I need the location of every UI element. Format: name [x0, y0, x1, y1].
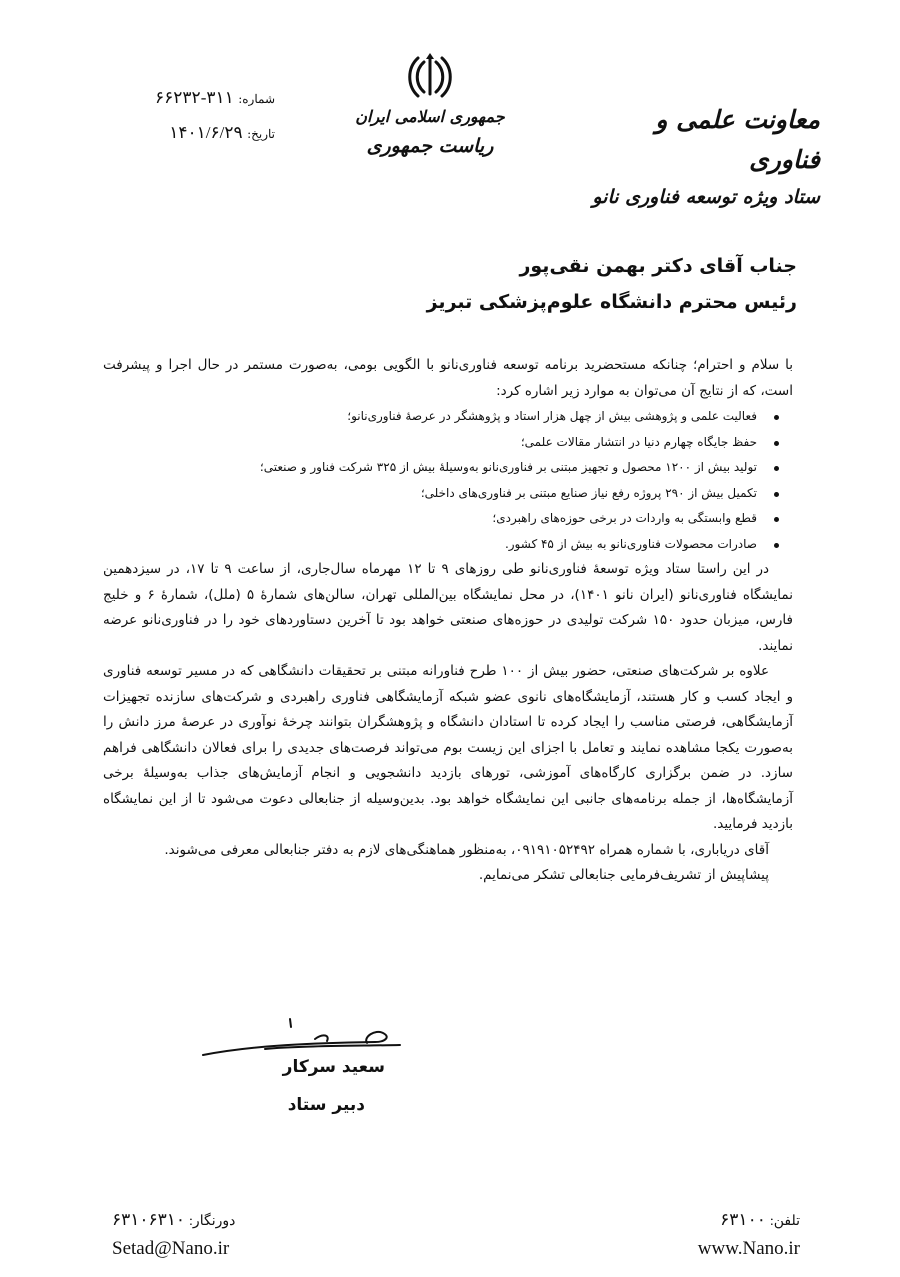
org-line-vice-presidency: معاونت علمی و فناوری: [655, 105, 820, 174]
number-value: ۳۱۱-۶۶۲۳۲: [155, 88, 234, 107]
fax-label: دورنگار:: [189, 1214, 236, 1229]
phone-value: ۶۳۱۰۰: [720, 1210, 766, 1229]
letter-number: [105, 88, 275, 109]
footer-phone: [720, 1210, 800, 1230]
fax-value: ۶۳۱۰۶۳۱۰: [112, 1210, 186, 1229]
letter-meta: [105, 88, 275, 158]
signer-name: سعید سرکار: [282, 1057, 385, 1077]
list-item: تولید بیش از ۱۲۰۰ محصول و تجهیز مبتنی بر فناوری‌نانو به‌وسیلهٔ بیش از ۳۲۵ شرکت فناور و صنعتی؛: [103, 455, 779, 481]
list-item: قطع وابستگی به واردات در برخی حوزه‌های راهبردی؛: [103, 506, 779, 532]
contact-paragraph: آقای دریاباری، با شماره همراه ۰۹۱۹۱۰۵۲۴۹۲، به‌منظور هماهنگی‌های لازم به دفتر جنابعالی معرفی می‌شوند.: [164, 841, 769, 858]
list-item: حفظ جایگاه چهارم دنیا در انتشار مقالات علمی؛: [103, 430, 779, 456]
date-value: ۱۴۰۱/۶/۲۹: [169, 123, 243, 142]
intro-paragraph: با سلام و احترام؛ چنانکه مستحضرید برنامه توسعه فناوری‌نانو با الگویی بومی، به‌صورت مستمر در حال اجرا و پیشرفت است، که از نتایج آن می‌توان به موارد زیر اشاره کرد:: [103, 357, 793, 399]
closing-paragraph: پیشاپیش از تشریف‌فرمایی جنابعالی تشکر می‌نمایم.: [478, 867, 769, 883]
state-emblem-block: [345, 50, 515, 162]
signer-title: دبیر ستاد: [287, 1095, 365, 1115]
iran-emblem-icon: [405, 50, 455, 100]
list-item: صادرات محصولات فناوری‌نانو به بیش از ۴۵ کشور.: [103, 532, 779, 558]
exhibition-paragraph: در این راستا ستاد ویژه توسعهٔ فناوری‌نانو طی روزهای ۹ تا ۱۲ مهرماه سال‌جاری، از ساعت ۹ تا ۱۷، در سیزدهمین نمایشگاه فناوری‌نانو (ایران نانو ۱۴۰۱)، در محل نمایشگاه بین‌المللی تهران، سالن‌های شمارهٔ ۵ (ملل)، شمارهٔ ۶ و خلیج فارس، میزبان حدود ۱۵۰ شرکت تولیدی در حوزه‌های صنعتی خواهد بود تا آخرین دستاوردهای خود را در فناوری‌نانو عرضه نمایند.: [103, 561, 793, 654]
number-label: شماره:: [238, 92, 275, 106]
letter-body: [103, 353, 793, 889]
emblem-line-country: جمهوری اسلامی ایران: [355, 107, 505, 126]
footer-email: Setad@Nano.ir: [112, 1238, 230, 1259]
addressee-name: جناب آقای دکتر بهمن نقی‌پور: [519, 255, 797, 277]
letter-date: [105, 123, 275, 144]
footer-fax: [112, 1210, 235, 1230]
phone-label: تلفن:: [769, 1214, 800, 1229]
date-label: تاریخ:: [247, 127, 275, 141]
achievements-list: [103, 404, 793, 557]
invitation-paragraph: علاوه بر شرکت‌های صنعتی، حضور بیش از ۱۰۰ طرح فناورانه مبتنی بر تحقیقات دانشگاهی که در مسیر توسعه فناوری و ایجاد کسب و کار هستند، آزمایشگاه‌های نانوی عضو شبکه آزمایشگاهی فناوری راهبردی و شرکت‌های سازنده تجهیزات آزمایشگاهی، فرصتی مناسب را ایجاد کرده تا استادان دانشگاه و پژوهشگران بتوانند چرخهٔ نوآوری در عرصهٔ مرز دانش را به‌صورت یکجا مشاهده نمایند و تعامل با اجزای این زیست بوم می‌تواند فرصت‌های جدیدی را برای فعالان دانشگاهی فراهم سازد. در ضمن برگزاری کارگاه‌های آموزشی، تورهای بازدید دانشجویی و انجام آزمایش‌های جذاب به‌وسیلهٔ برخی آزمایشگاه‌ها، از جمله برنامه‌های جانبی این نمایشگاه خواهد بود. بدین‌وسیله از جنابعالی دعوت می‌شود تا از این نمایشگاه بازدید فرمایید.: [103, 663, 793, 832]
list-item: فعالیت علمی و پژوهشی بیش از چهل هزار استاد و پژوهشگر در عرصهٔ فناوری‌نانو؛: [103, 404, 779, 430]
list-item: تکمیل بیش از ۲۹۰ پروژه رفع نیاز صنایع مبتنی بر فناوری‌های داخلی؛: [103, 481, 779, 507]
org-line-nano-council: ستاد ویژه توسعه فناوری نانو: [592, 186, 820, 208]
emblem-line-presidency: ریاست جمهوری: [366, 135, 494, 157]
signature-block: [195, 1015, 405, 1125]
addressee-position: رئیس محترم دانشگاه علوم‌پزشکی تبریز: [426, 291, 797, 313]
addressee: [297, 248, 797, 320]
organization-title: [580, 100, 820, 214]
footer-website: www.Nano.ir: [697, 1238, 800, 1259]
